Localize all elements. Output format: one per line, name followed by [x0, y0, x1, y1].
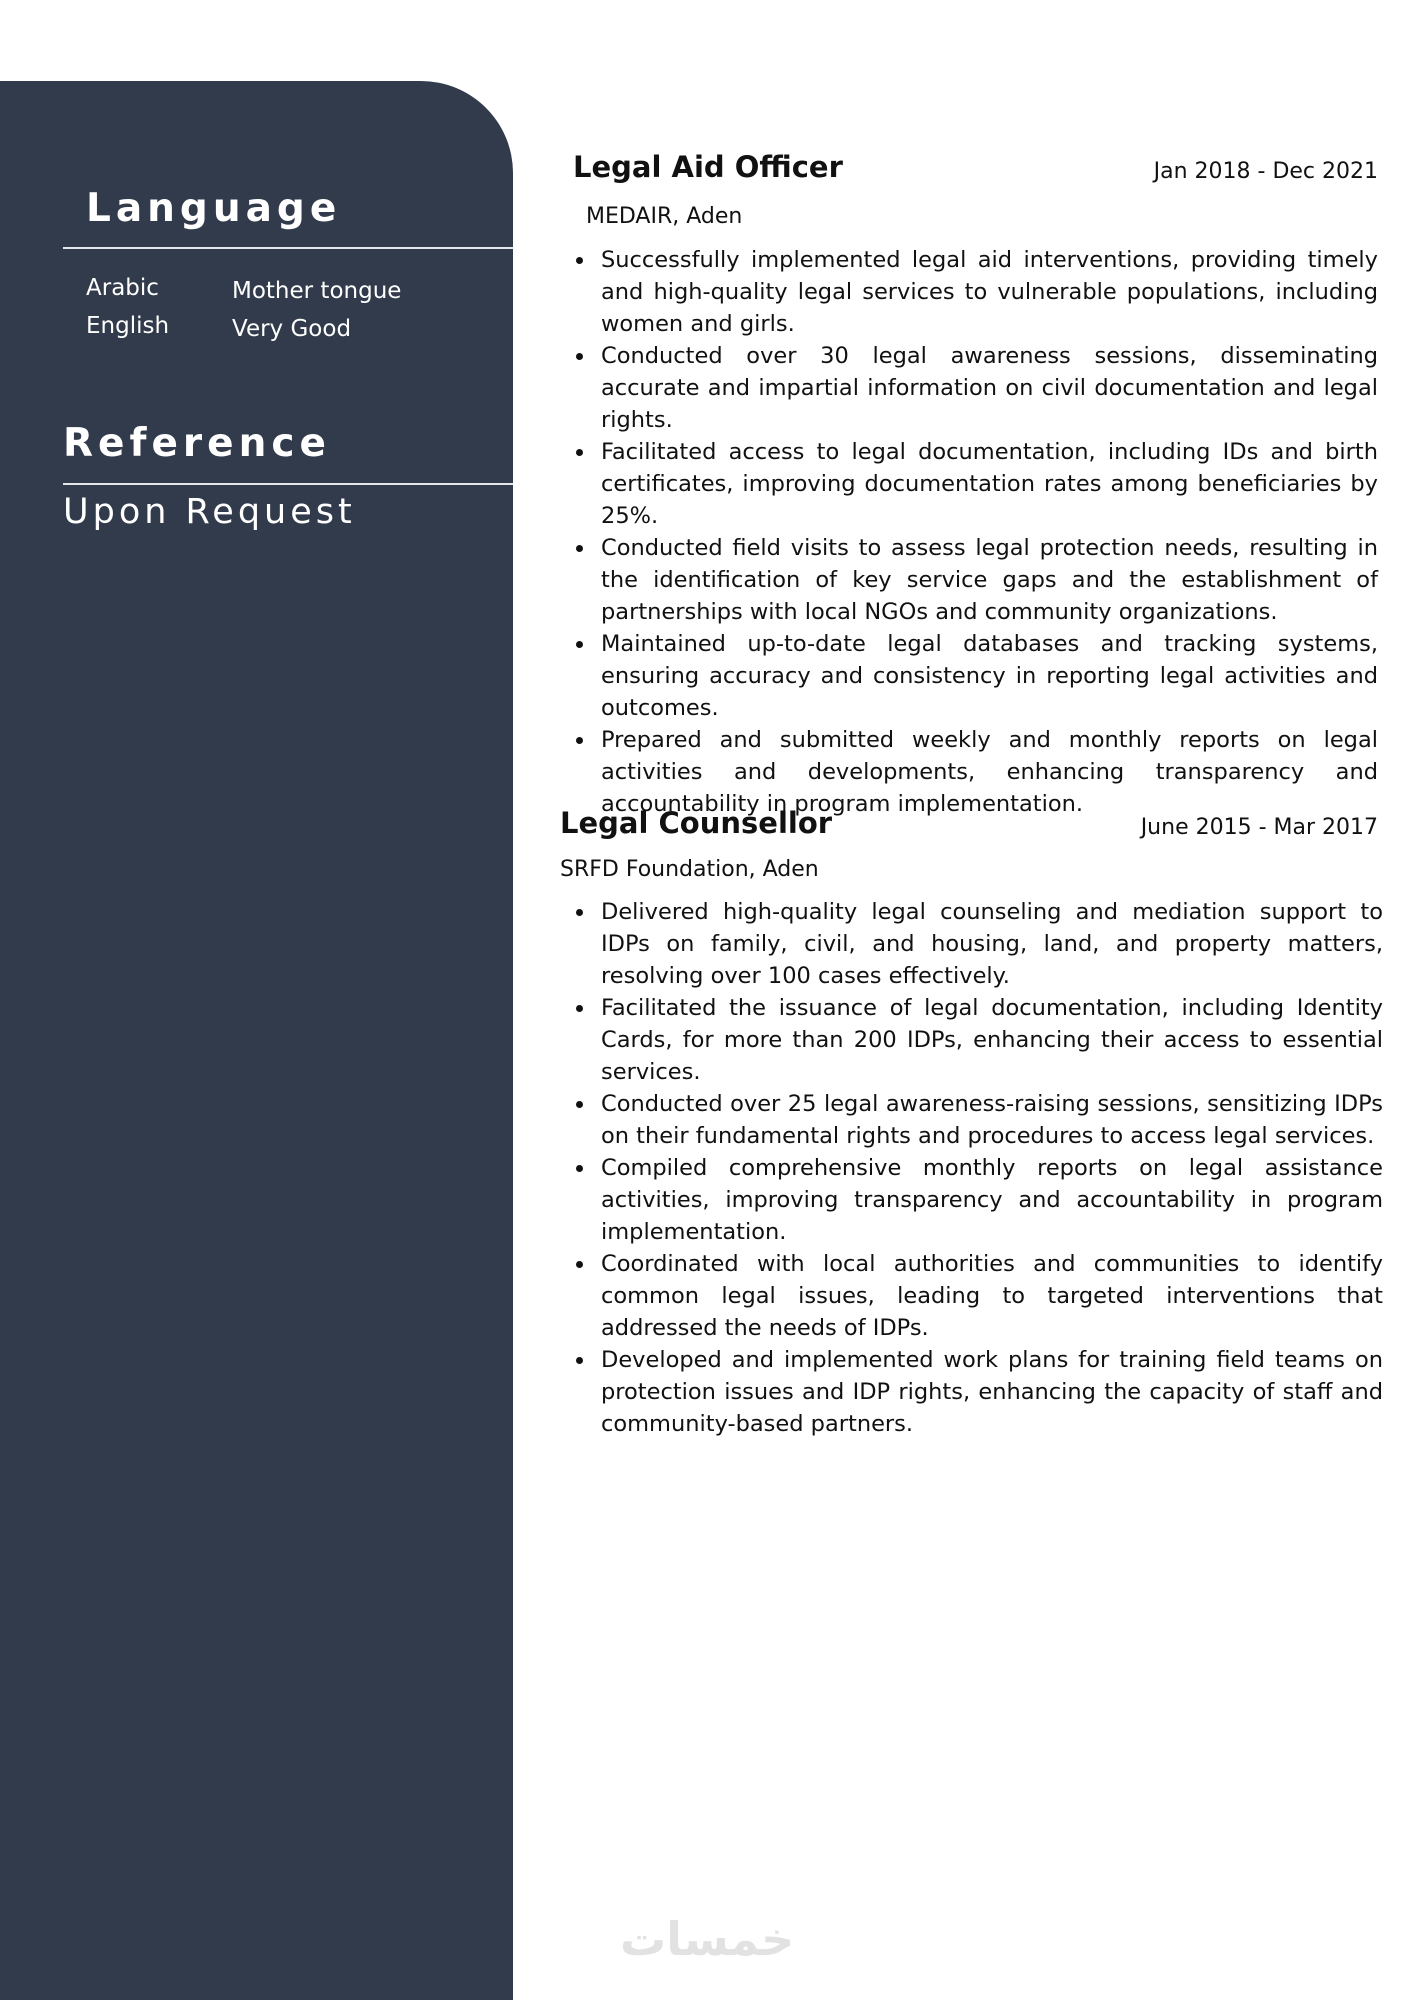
reference-value: Upon Request [63, 492, 356, 532]
job-title: Legal Aid Officer [573, 150, 843, 184]
bullet-item: Delivered high-quality legal counseling and mediation support to IDPs on family, civil, and housing, land, and property matters, resolving over 100 cases effectively. [573, 896, 1383, 992]
bullet-item: Successfully implemented legal aid interventions, providing timely and high-quality legal services to vulnerable populations, including women and girls. [573, 244, 1378, 340]
job-dates: Jan 2018 - Dec 2021 [1153, 159, 1378, 184]
bullet-item: Facilitated access to legal documentation, including IDs and birth certificates, improving documentation rates among beneficiaries by 25%. [573, 436, 1378, 532]
language-divider [63, 247, 513, 249]
sidebar [0, 81, 513, 2000]
bullet-item: Developed and implemented work plans for training field teams on protection issues and IDP rights, enhancing the capacity of staff and community-based partners. [573, 1344, 1383, 1440]
bullet-item: Conducted field visits to assess legal protection needs, resulting in the identification of key service gaps and the establishment of partnerships with local NGOs and community organizations. [573, 532, 1378, 628]
bullet-item: Conducted over 25 legal awareness-raising sessions, sensitizing IDPs on their fundamental rights and procedures to access legal services. [573, 1088, 1383, 1152]
language-level-english: Very Good [232, 316, 352, 342]
reference-heading: Reference [63, 421, 331, 466]
watermark-logo: خمسات [620, 1912, 795, 1966]
bullet-item: Prepared and submitted weekly and monthly reports on legal activities and developments, enhancing transparency and accountability in program implementation. [573, 724, 1378, 820]
language-name-arabic: Arabic [86, 275, 159, 301]
bullet-item: Compiled comprehensive monthly reports on legal assistance activities, improving transparency and accountability in program implementation. [573, 1152, 1383, 1248]
reference-divider [63, 483, 513, 485]
language-name-english: English [86, 313, 170, 339]
bullet-item: Facilitated the issuance of legal documentation, including Identity Cards, for more than 200 IDPs, enhancing their access to essential services. [573, 992, 1383, 1088]
language-level-arabic: Mother tongue [232, 278, 402, 304]
job-dates: June 2015 - Mar 2017 [1140, 815, 1378, 840]
language-heading: Language [86, 186, 342, 231]
bullet-item: Conducted over 30 legal awareness sessions, disseminating accurate and impartial information on civil documentation and legal rights. [573, 340, 1378, 436]
job-bullets [573, 896, 1383, 1440]
job-bullets [573, 244, 1378, 820]
bullet-item: Maintained up-to-date legal databases and tracking systems, ensuring accuracy and consistency in reporting legal activities and outcomes. [573, 628, 1378, 724]
job-title: Legal Counsellor [560, 806, 833, 840]
bullet-item: Coordinated with local authorities and communities to identify common legal issues, leading to targeted interventions that addressed the needs of IDPs. [573, 1248, 1383, 1344]
job-company: MEDAIR, Aden [586, 204, 743, 229]
job-company: SRFD Foundation, Aden [560, 857, 819, 882]
